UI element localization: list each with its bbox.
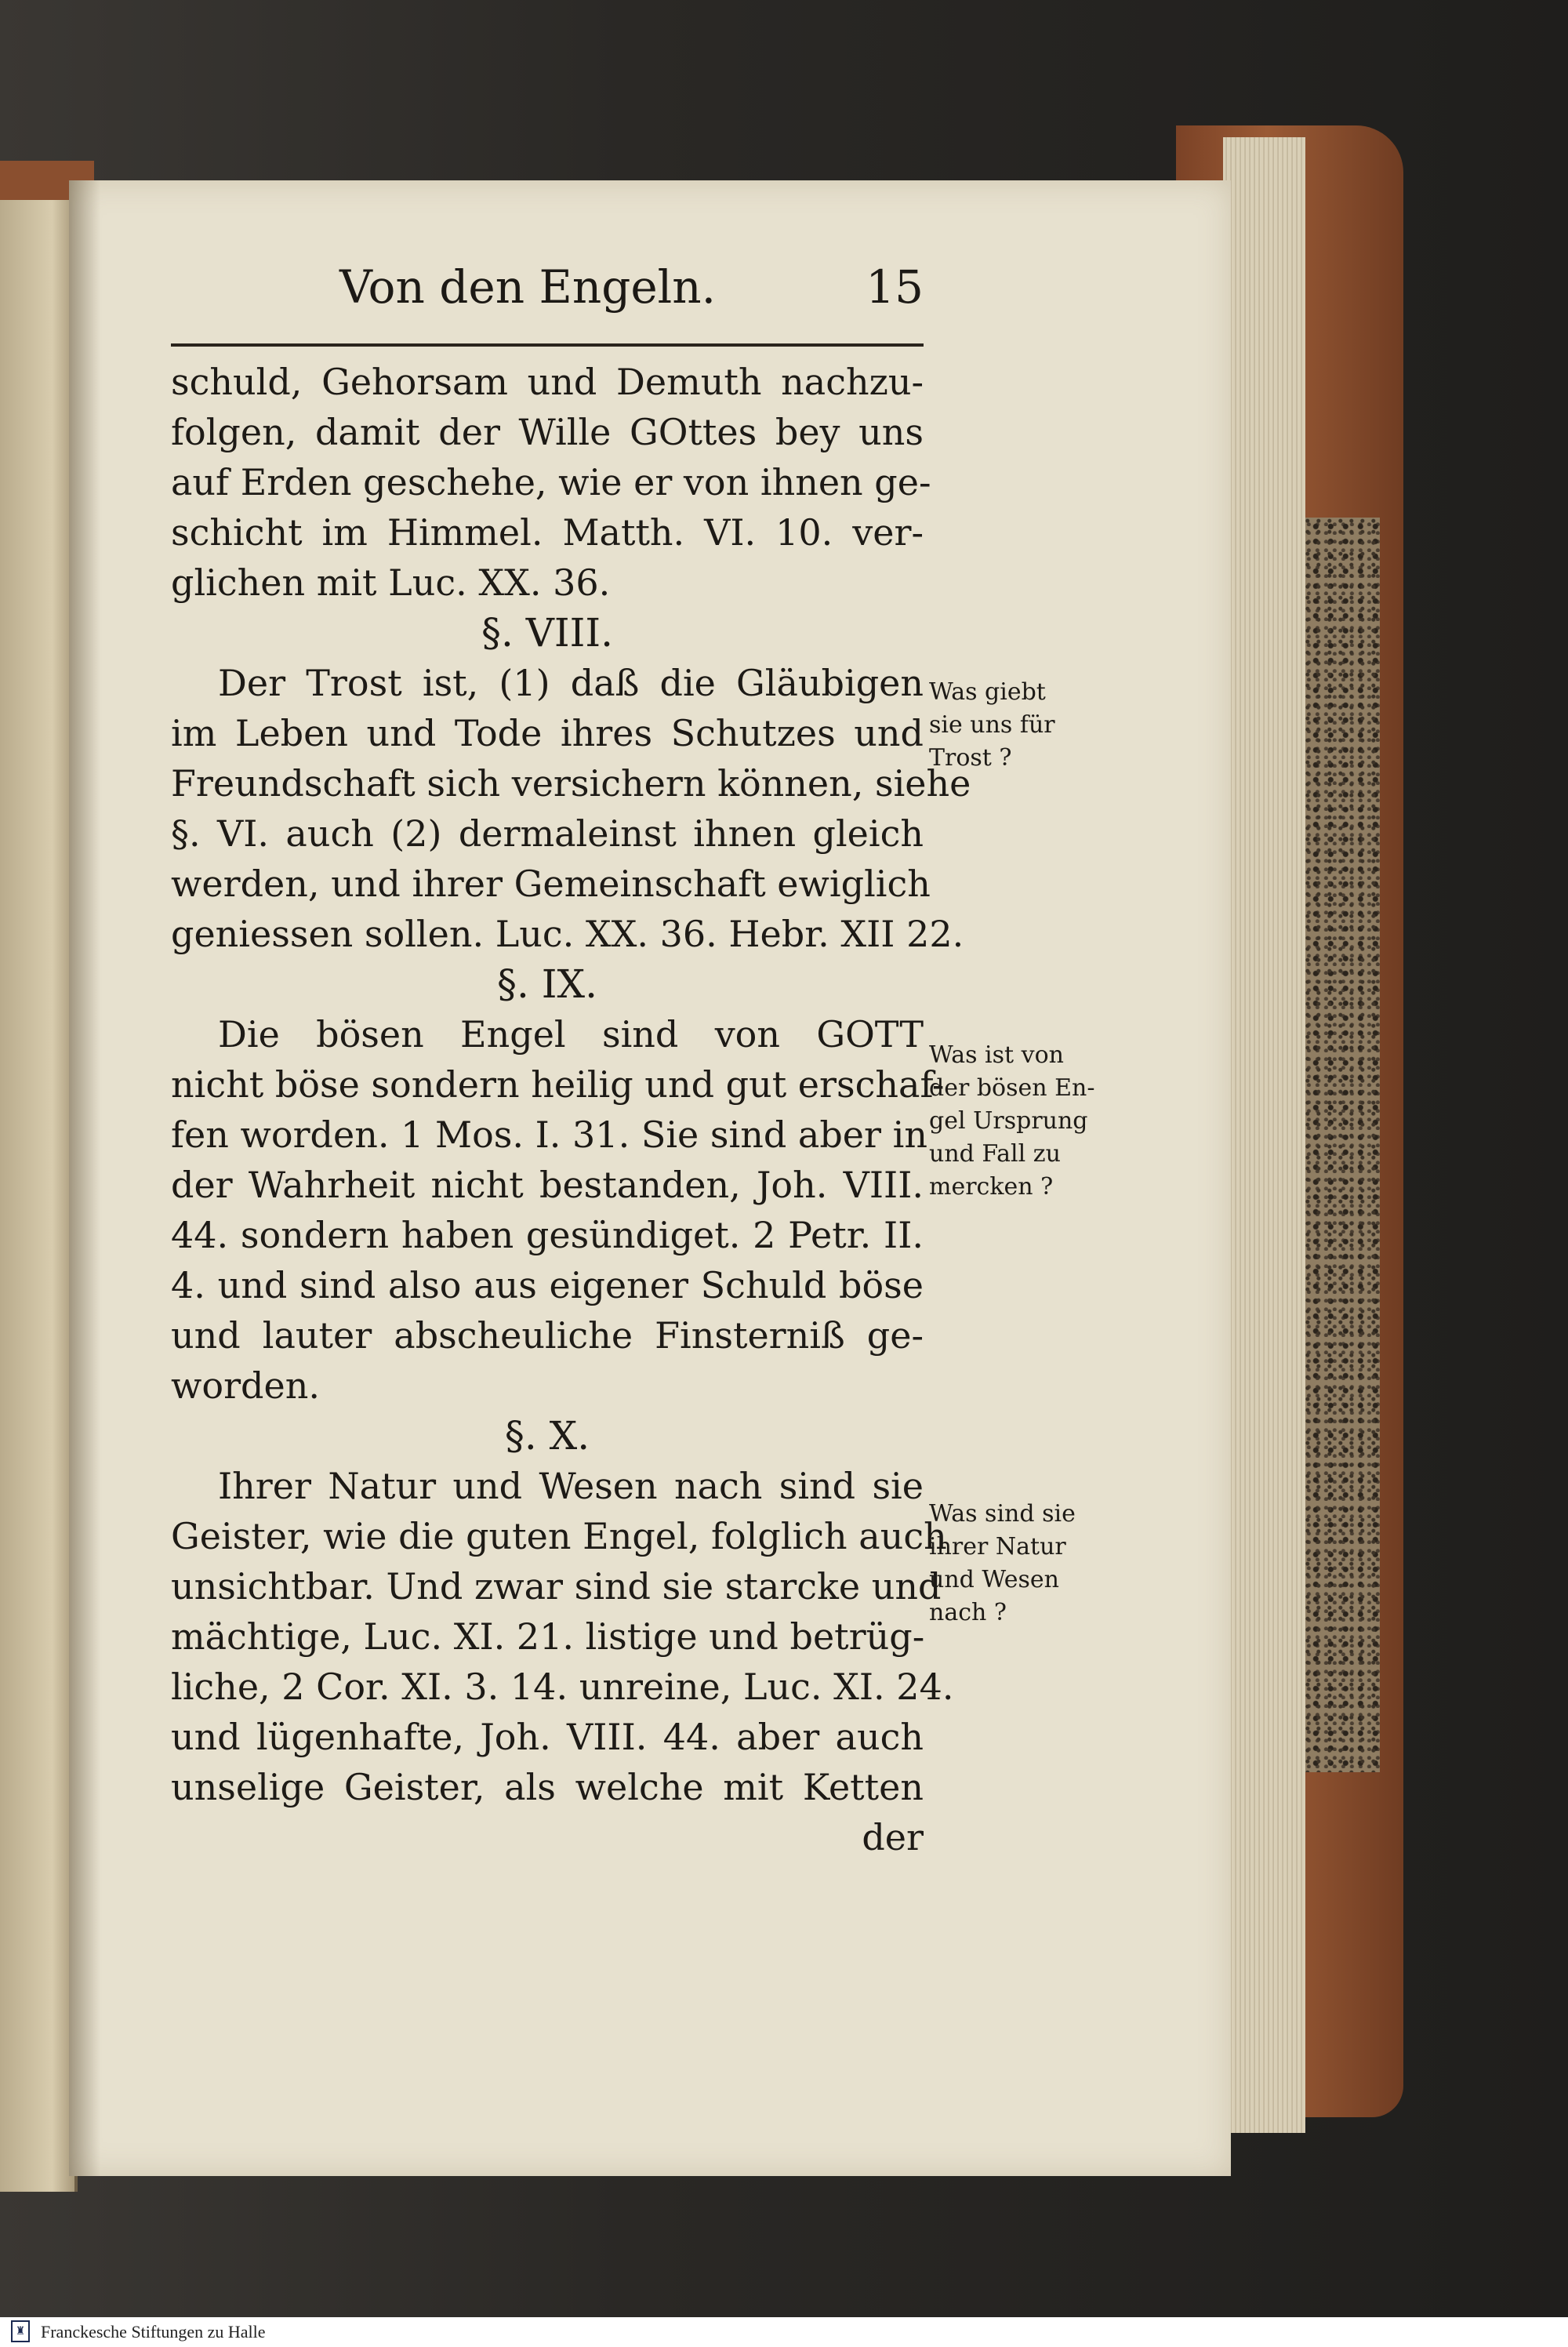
margin-note-line: Was ist von [929,1041,1064,1069]
text-line: auf Erden geschehe, wie er von ihnen ge- [171,461,931,503]
body-text [171,357,971,1862]
margin-note-line: und Fall zu [929,1140,1061,1168]
text-line: der [862,1816,924,1858]
text-line: unsichtbar. Und zwar sind sie starcke und [171,1565,942,1608]
margin-note-line: Trost ? [929,744,1012,772]
text-line: und lauter abscheuliche Finsterniß ge- [171,1314,924,1357]
page-number: 15 [866,260,924,314]
margin-note-line: Was giebt [929,678,1046,706]
text-line: folgen, damit der Wille GOttes bey uns [171,411,924,453]
page-edges [1223,137,1305,2133]
running-head [171,260,924,315]
footer-institution: Franckesche Stiftungen zu Halle [41,2322,266,2342]
margin-note-line: Was sind sie [929,1500,1076,1528]
section-heading: §. IX. [496,961,598,1007]
text-line: unselige Geister, als welche mit Ketten [171,1766,924,1808]
text-line: und lügenhafte, Joh. VIII. 44. aber auch [171,1716,924,1758]
text-line: schuld, Gehorsam und Demuth nachzu- [171,361,924,403]
text-line: nicht böse sondern heilig und gut erschaf- [171,1063,945,1106]
text-line: fen worden. 1 Mos. I. 31. Sie sind aber in [171,1114,927,1156]
text-line: §. VI. auch (2) dermaleinst ihnen gleich [171,812,924,855]
facing-page-edge [0,200,78,2192]
margin-note-line: mercken ? [929,1173,1054,1201]
margin-note-line: und Wesen [929,1566,1059,1593]
institution-logo-icon: ♜ [11,2320,30,2342]
text-line: 4. und sind also aus eigener Schuld böse [171,1264,924,1306]
section-heading: §. X. [504,1413,590,1459]
text-line: 44. sondern haben gesündiget. 2 Petr. II. [171,1214,924,1256]
text-line: glichen mit Luc. XX. 36. [171,561,611,604]
text-line: werden, und ihrer Gemeinschaft ewiglich [171,863,931,905]
text-line: Freundschaft sich versichern können, siehe [171,762,971,805]
margin-note-line: nach ? [929,1599,1007,1626]
page-gutter-shadow [69,180,100,2176]
text-line: Ihrer Natur und Wesen nach sind sie [218,1465,924,1507]
text-line: schicht im Himmel. Matth. VI. 10. ver- [171,511,924,554]
footer-bar [0,2317,1568,2347]
text-line: worden. [171,1364,320,1407]
text-line: Der Trost ist, (1) daß die Gläubigen [218,662,924,704]
margin-note [929,1498,1141,1629]
text-line: mächtige, Luc. XI. 21. listige und betrüg- [171,1615,925,1658]
text-line: liche, 2 Cor. XI. 3. 14. unreine, Luc. XI. 24. [171,1666,954,1708]
running-title: Von den Engeln. [339,260,717,314]
margin-note [929,676,1141,775]
cover-marbled-paper [1305,518,1380,1772]
margin-note-line: gel Ursprung [929,1107,1088,1135]
text-line: der Wahrheit nicht bestanden, Joh. VIII. [171,1164,924,1206]
section-heading: §. VIII. [481,610,614,656]
margin-note-line: der bösen En- [929,1074,1095,1102]
text-line: im Leben und Tode ihres Schutzes und [171,712,924,754]
text-line: Die bösen Engel sind von GOTT [218,1013,924,1055]
margin-note [929,1039,1141,1204]
text-line: geniessen sollen. Luc. XX. 36. Hebr. XII 22. [171,913,964,955]
header-rule [171,343,924,347]
margin-note-line: ihrer Natur [929,1533,1066,1560]
text-line: Geister, wie die guten Engel, folglich auch [171,1515,947,1557]
margin-note-line: sie uns für [929,711,1055,739]
